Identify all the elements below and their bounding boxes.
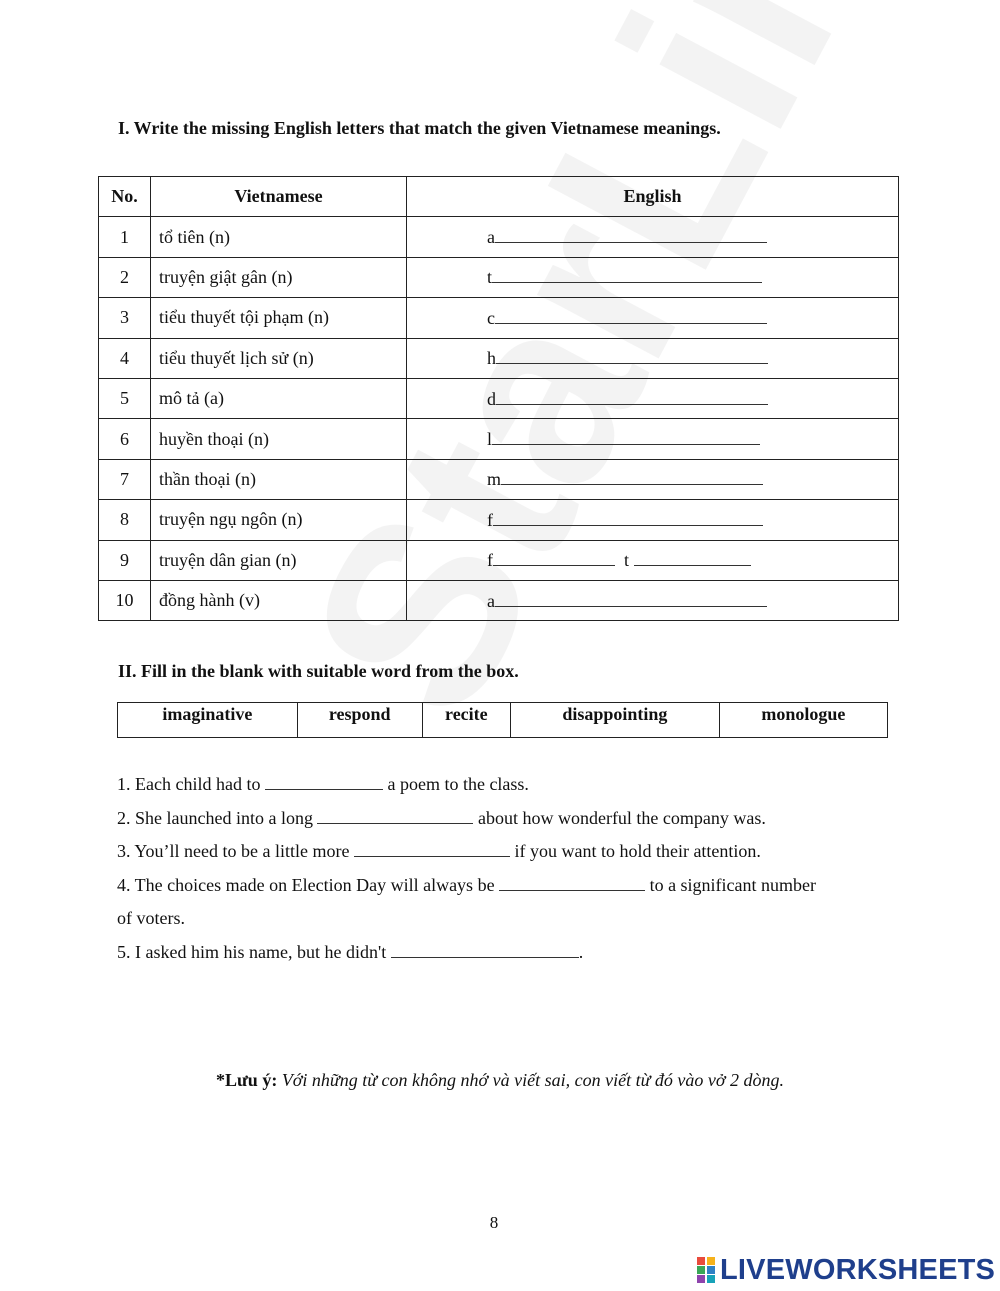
english-answer-cell <box>407 378 899 418</box>
table-row <box>99 217 899 257</box>
liveworksheets-logo <box>697 1255 995 1285</box>
vietnamese-word: truyện dân gian (n) <box>151 540 407 580</box>
english-answer-cell <box>407 580 899 620</box>
sentence-text-after: to a significant number <box>645 874 817 895</box>
vietnamese-word: tiểu thuyết tội phạm (n) <box>151 298 407 338</box>
answer-blank[interactable] <box>634 549 751 566</box>
sentence <box>117 768 877 802</box>
vietnamese-word: thần thoại (n) <box>151 459 407 499</box>
row-number: 3 <box>99 298 151 338</box>
sentence-text-before: 5. I asked him his name, but he didn't <box>117 941 391 962</box>
sentence-text-after: . <box>578 941 584 962</box>
word-box-item: monologue <box>719 703 887 738</box>
english-answer-cell <box>407 459 899 499</box>
vietnamese-word: mô tả (a) <box>151 378 407 418</box>
sentence-blank[interactable] <box>265 773 383 790</box>
first-letter: f <box>487 550 493 571</box>
brand-name: LIVEWORKSHEETS <box>720 1253 996 1286</box>
header-vietnamese: Vietnamese <box>151 177 407 217</box>
table-row <box>99 459 899 499</box>
sentence-text-before: 4. The choices made on Election Day will always be <box>117 874 500 895</box>
row-number: 1 <box>99 217 151 257</box>
sentence-text-before: 2. She launched into a long <box>117 807 318 828</box>
table-row <box>99 257 899 297</box>
second-letter: t <box>624 550 630 571</box>
note-label: *Lưu ý: <box>216 1070 278 1090</box>
answer-blank[interactable] <box>501 468 763 485</box>
answer-blank[interactable] <box>493 549 615 566</box>
header-no: No. <box>99 177 151 217</box>
word-box-item: imaginative <box>118 703 298 738</box>
english-answer-cell <box>407 500 899 540</box>
fill-in-sentences <box>117 768 877 969</box>
word-box <box>117 702 888 738</box>
vietnamese-word: truyện ngụ ngôn (n) <box>151 500 407 540</box>
answer-blank[interactable] <box>496 347 768 364</box>
vietnamese-word: đồng hành (v) <box>151 580 407 620</box>
header-english: English <box>407 177 899 217</box>
word-box-row <box>118 703 888 738</box>
table-row <box>99 419 899 459</box>
table-row <box>99 298 899 338</box>
first-letter: d <box>487 388 496 409</box>
english-answer-cell <box>407 338 899 378</box>
answer-blank[interactable] <box>492 428 760 445</box>
section-1-heading: I. Write the missing English letters that match the given Vietnamese meanings. <box>118 118 721 138</box>
row-number: 6 <box>99 419 151 459</box>
sentence-blank[interactable] <box>499 874 645 891</box>
first-letter: t <box>487 267 493 288</box>
sentence <box>117 835 877 869</box>
answer-blank[interactable] <box>493 509 763 526</box>
vietnamese-word: huyền thoại (n) <box>151 419 407 459</box>
sentence <box>117 902 877 936</box>
word-box-item: respond <box>297 703 422 738</box>
row-number: 8 <box>99 500 151 540</box>
sentence-text-before: 1. Each child had to <box>117 774 265 794</box>
row-number: 5 <box>99 378 151 418</box>
sentence-blank[interactable] <box>354 840 510 857</box>
sentence-text-before: 3. You’ll need to be a little more <box>117 841 354 861</box>
first-letter: a <box>487 227 495 248</box>
row-number: 10 <box>99 580 151 620</box>
sentence-text-after: a poem to the class. <box>382 774 529 794</box>
table-header-row <box>99 177 899 217</box>
liveworksheets-icon <box>697 1257 717 1283</box>
word-box-item: disappointing <box>510 703 719 738</box>
first-letter: f <box>487 509 493 530</box>
sentence <box>117 802 877 836</box>
sentence-text-after: if you want to hold their attention. <box>509 841 761 861</box>
answer-blank[interactable] <box>495 226 767 243</box>
vietnamese-word: tổ tiên (n) <box>151 217 407 257</box>
sentence-blank[interactable] <box>391 941 579 958</box>
row-number: 7 <box>99 459 151 499</box>
row-number: 9 <box>99 540 151 580</box>
vietnamese-word: tiểu thuyết lịch sử (n) <box>151 338 407 378</box>
sentence-text-before: of voters. <box>117 908 185 928</box>
english-answer-cell <box>407 540 899 580</box>
first-letter: a <box>487 590 495 611</box>
table-row <box>99 338 899 378</box>
sentence <box>117 936 877 970</box>
answer-blank[interactable] <box>495 590 767 607</box>
first-letter: m <box>487 469 502 490</box>
first-letter: h <box>487 348 496 369</box>
vocabulary-table <box>98 176 899 621</box>
sentence-blank[interactable] <box>317 807 473 824</box>
section-2-heading: II. Fill in the blank with suitable word from the box. <box>118 661 519 681</box>
word-box-item: recite <box>422 703 510 738</box>
vietnamese-word: truyện giật gân (n) <box>151 257 407 297</box>
first-letter: l <box>487 429 493 450</box>
first-letter: c <box>487 307 495 328</box>
table-row <box>99 500 899 540</box>
english-answer-cell <box>407 298 899 338</box>
table-row <box>99 378 899 418</box>
answer-blank[interactable] <box>496 388 768 405</box>
sentence <box>117 869 877 903</box>
note-text: Với những từ con không nhớ và viết sai, con viết từ đó vào vở 2 dòng. <box>281 1070 784 1090</box>
english-answer-cell <box>407 419 899 459</box>
answer-blank[interactable] <box>495 307 767 324</box>
row-number: 4 <box>99 338 151 378</box>
english-answer-cell <box>407 257 899 297</box>
table-row <box>99 580 899 620</box>
english-answer-cell <box>407 217 899 257</box>
note <box>0 1070 1000 1091</box>
table-row <box>99 540 899 580</box>
page-number: 8 <box>489 1213 499 1232</box>
row-number: 2 <box>99 257 151 297</box>
answer-blank[interactable] <box>492 266 762 283</box>
sentence-text-after: about how wonderful the company was. <box>473 807 766 828</box>
